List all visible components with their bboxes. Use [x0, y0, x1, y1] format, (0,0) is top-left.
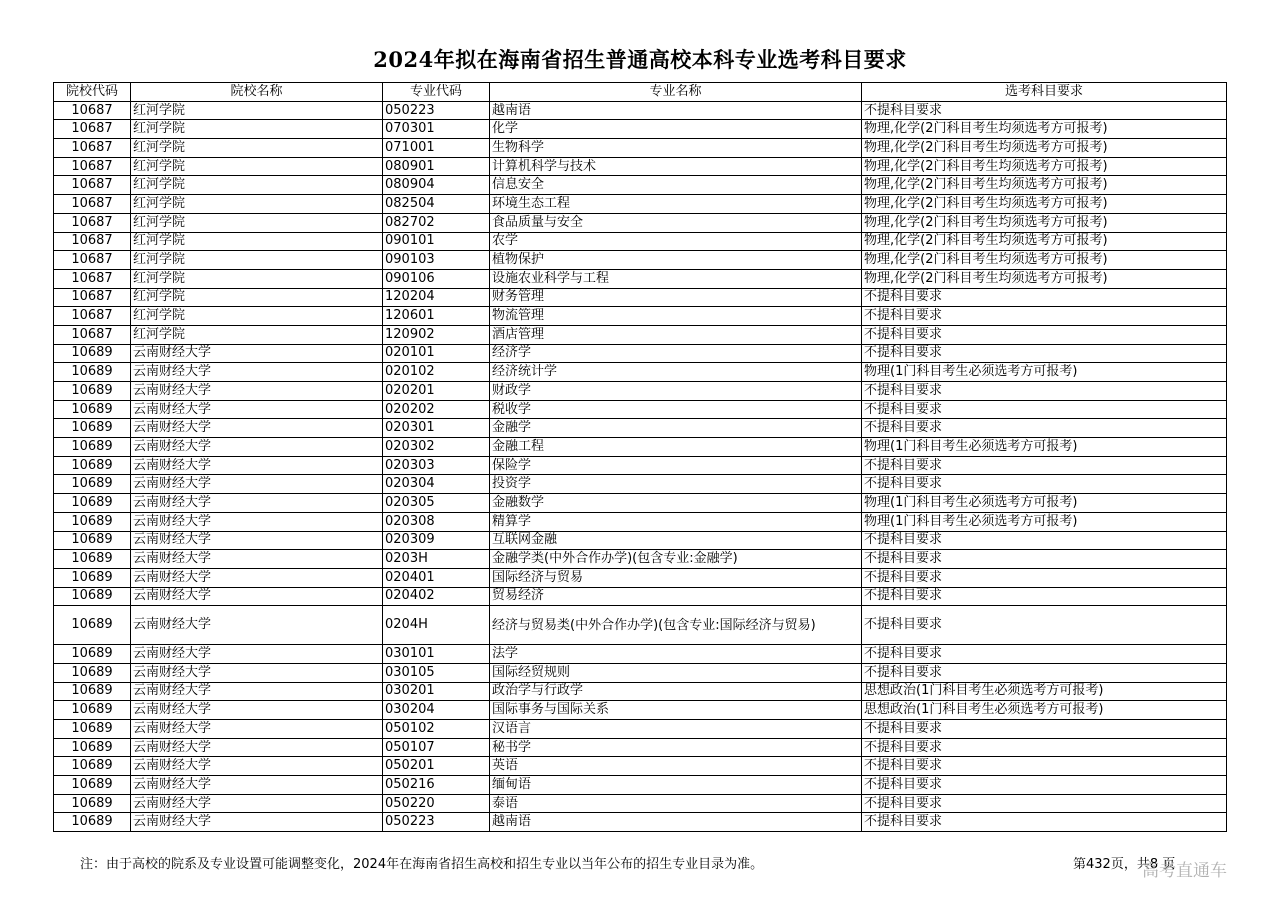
- cell-school-code: 10689: [54, 645, 131, 664]
- cell-school-code: 10689: [54, 587, 131, 606]
- cell-major-name: 信息安全: [490, 176, 862, 195]
- cell-school-code: 10687: [54, 195, 131, 214]
- cell-major-code: 082702: [383, 213, 490, 232]
- footer-note: 注：由于高校的院系及专业设置可能调整变化，2024年在海南省招生高校和招生专业以当年公布的招生专业目录为准。: [80, 857, 764, 872]
- cell-major-name: 经济学: [490, 344, 862, 363]
- cell-school-code: 10689: [54, 512, 131, 531]
- table-row: [54, 363, 1227, 382]
- cell-subject-requirement: 不提科目要求: [862, 288, 1227, 307]
- cell-school-code: 10687: [54, 213, 131, 232]
- table-row: [54, 195, 1227, 214]
- cell-school-code: 10689: [54, 419, 131, 438]
- cell-school-name: 云南财经大学: [131, 363, 383, 382]
- cell-subject-requirement: 思想政治(1门科目考生必须选考方可报考): [862, 682, 1227, 701]
- cell-school-code: 10687: [54, 307, 131, 326]
- cell-major-name: 越南语: [490, 813, 862, 832]
- cell-major-code: 050220: [383, 794, 490, 813]
- cell-major-name: 互联网金融: [490, 531, 862, 550]
- table-body: [54, 101, 1227, 831]
- cell-school-name: 云南财经大学: [131, 344, 383, 363]
- cell-major-name: 税收学: [490, 400, 862, 419]
- cell-school-code: 10689: [54, 776, 131, 795]
- cell-subject-requirement: 不提科目要求: [862, 344, 1227, 363]
- cell-major-name: 泰语: [490, 794, 862, 813]
- cell-major-code: 082504: [383, 195, 490, 214]
- cell-subject-requirement: 物理(1门科目考生必须选考方可报考): [862, 363, 1227, 382]
- cell-major-name: 精算学: [490, 512, 862, 531]
- cell-major-name: 财政学: [490, 382, 862, 401]
- cell-subject-requirement: 不提科目要求: [862, 307, 1227, 326]
- table-row: [54, 120, 1227, 139]
- cell-school-code: 10689: [54, 456, 131, 475]
- cell-major-name: 英语: [490, 757, 862, 776]
- cell-school-code: 10687: [54, 288, 131, 307]
- cell-subject-requirement: 物理,化学(2门科目考生均须选考方可报考): [862, 213, 1227, 232]
- cell-major-code: 120902: [383, 325, 490, 344]
- table-row: [54, 288, 1227, 307]
- cell-subject-requirement: 物理(1门科目考生必须选考方可报考): [862, 512, 1227, 531]
- cell-school-name: 红河学院: [131, 139, 383, 158]
- cell-school-name: 云南财经大学: [131, 512, 383, 531]
- table-row: [54, 645, 1227, 664]
- header-major-code: 专业代码: [383, 83, 490, 102]
- cell-subject-requirement: 物理(1门科目考生必须选考方可报考): [862, 494, 1227, 513]
- cell-school-code: 10689: [54, 382, 131, 401]
- cell-school-code: 10689: [54, 794, 131, 813]
- cell-subject-requirement: 物理(1门科目考生必须选考方可报考): [862, 438, 1227, 457]
- cell-major-name: 化学: [490, 120, 862, 139]
- cell-school-code: 10689: [54, 550, 131, 569]
- cell-major-code: 071001: [383, 139, 490, 158]
- cell-major-name: 国际经贸规则: [490, 663, 862, 682]
- cell-major-code: 050201: [383, 757, 490, 776]
- cell-major-name: 经济与贸易类(中外合作办学)(包含专业:国际经济与贸易): [490, 606, 862, 645]
- cell-subject-requirement: 不提科目要求: [862, 419, 1227, 438]
- cell-major-name: 物流管理: [490, 307, 862, 326]
- cell-school-name: 云南财经大学: [131, 663, 383, 682]
- cell-school-code: 10687: [54, 251, 131, 270]
- header-subject-requirement: 选考科目要求: [862, 83, 1227, 102]
- cell-school-code: 10687: [54, 120, 131, 139]
- cell-major-name: 越南语: [490, 101, 862, 120]
- cell-school-name: 云南财经大学: [131, 738, 383, 757]
- cell-subject-requirement: 物理,化学(2门科目考生均须选考方可报考): [862, 176, 1227, 195]
- cell-subject-requirement: 不提科目要求: [862, 400, 1227, 419]
- cell-major-name: 财务管理: [490, 288, 862, 307]
- cell-school-code: 10689: [54, 682, 131, 701]
- cell-school-code: 10689: [54, 363, 131, 382]
- cell-major-name: 酒店管理: [490, 325, 862, 344]
- subject-requirements-table: [53, 82, 1227, 832]
- cell-school-code: 10689: [54, 494, 131, 513]
- cell-major-code: 050107: [383, 738, 490, 757]
- cell-school-code: 10687: [54, 139, 131, 158]
- header-school-code: 院校代码: [54, 83, 131, 102]
- table-row: [54, 757, 1227, 776]
- cell-major-code: 050223: [383, 813, 490, 832]
- cell-school-name: 红河学院: [131, 232, 383, 251]
- table-row: [54, 176, 1227, 195]
- cell-school-name: 云南财经大学: [131, 494, 383, 513]
- cell-school-code: 10689: [54, 757, 131, 776]
- cell-major-name: 汉语言: [490, 720, 862, 739]
- cell-major-code: 080904: [383, 176, 490, 195]
- table-row: [54, 494, 1227, 513]
- cell-major-code: 030101: [383, 645, 490, 664]
- cell-subject-requirement: 不提科目要求: [862, 663, 1227, 682]
- cell-major-name: 国际经济与贸易: [490, 568, 862, 587]
- cell-school-code: 10687: [54, 232, 131, 251]
- table-row: [54, 213, 1227, 232]
- table-row: [54, 400, 1227, 419]
- cell-school-name: 云南财经大学: [131, 794, 383, 813]
- cell-major-name: 金融学类(中外合作办学)(包含专业:金融学): [490, 550, 862, 569]
- cell-major-name: 计算机科学与技术: [490, 157, 862, 176]
- page-number: 第432页，共8 页: [1073, 857, 1176, 872]
- table-row: [54, 139, 1227, 158]
- cell-school-code: 10689: [54, 701, 131, 720]
- cell-school-name: 红河学院: [131, 101, 383, 120]
- cell-major-name: 保险学: [490, 456, 862, 475]
- table-row: [54, 568, 1227, 587]
- cell-major-code: 020303: [383, 456, 490, 475]
- cell-school-name: 红河学院: [131, 325, 383, 344]
- cell-school-code: 10687: [54, 176, 131, 195]
- cell-school-name: 云南财经大学: [131, 757, 383, 776]
- cell-school-code: 10689: [54, 438, 131, 457]
- cell-major-code: 020401: [383, 568, 490, 587]
- table-row: [54, 550, 1227, 569]
- cell-school-name: 云南财经大学: [131, 419, 383, 438]
- table-row: [54, 512, 1227, 531]
- cell-school-name: 云南财经大学: [131, 606, 383, 645]
- cell-subject-requirement: 不提科目要求: [862, 738, 1227, 757]
- cell-major-code: 030201: [383, 682, 490, 701]
- table-row: [54, 419, 1227, 438]
- cell-major-code: 090106: [383, 269, 490, 288]
- cell-subject-requirement: 不提科目要求: [862, 587, 1227, 606]
- cell-subject-requirement: 不提科目要求: [862, 456, 1227, 475]
- table-row: [54, 157, 1227, 176]
- table-row: [54, 587, 1227, 606]
- cell-school-code: 10689: [54, 531, 131, 550]
- cell-school-name: 红河学院: [131, 288, 383, 307]
- cell-school-name: 云南财经大学: [131, 720, 383, 739]
- cell-school-name: 红河学院: [131, 307, 383, 326]
- table-row: [54, 456, 1227, 475]
- table-row: [54, 606, 1227, 645]
- cell-school-code: 10689: [54, 568, 131, 587]
- table-row: [54, 738, 1227, 757]
- cell-major-code: 020304: [383, 475, 490, 494]
- cell-major-code: 020302: [383, 438, 490, 457]
- cell-major-code: 050223: [383, 101, 490, 120]
- cell-school-code: 10689: [54, 720, 131, 739]
- cell-subject-requirement: 不提科目要求: [862, 813, 1227, 832]
- cell-major-code: 120601: [383, 307, 490, 326]
- cell-subject-requirement: 不提科目要求: [862, 720, 1227, 739]
- cell-school-name: 红河学院: [131, 157, 383, 176]
- cell-major-code: 0203H: [383, 550, 490, 569]
- cell-major-name: 金融学: [490, 419, 862, 438]
- cell-school-name: 红河学院: [131, 251, 383, 270]
- table-row: [54, 663, 1227, 682]
- table-row: [54, 813, 1227, 832]
- cell-major-code: 090101: [383, 232, 490, 251]
- cell-school-name: 云南财经大学: [131, 568, 383, 587]
- table-row: [54, 776, 1227, 795]
- cell-major-code: 030204: [383, 701, 490, 720]
- cell-school-name: 云南财经大学: [131, 682, 383, 701]
- cell-major-code: 030105: [383, 663, 490, 682]
- cell-subject-requirement: 不提科目要求: [862, 382, 1227, 401]
- cell-major-name: 生物科学: [490, 139, 862, 158]
- cell-subject-requirement: 物理,化学(2门科目考生均须选考方可报考): [862, 269, 1227, 288]
- cell-school-name: 云南财经大学: [131, 701, 383, 720]
- cell-major-name: 贸易经济: [490, 587, 862, 606]
- cell-school-name: 云南财经大学: [131, 813, 383, 832]
- page-title: 2024年拟在海南省招生普通高校本科专业选考科目要求: [373, 47, 907, 72]
- cell-school-name: 红河学院: [131, 269, 383, 288]
- cell-school-name: 云南财经大学: [131, 438, 383, 457]
- cell-major-code: 020309: [383, 531, 490, 550]
- table-row: [54, 682, 1227, 701]
- cell-major-name: 金融工程: [490, 438, 862, 457]
- cell-school-name: 云南财经大学: [131, 400, 383, 419]
- cell-major-name: 经济统计学: [490, 363, 862, 382]
- cell-school-name: 云南财经大学: [131, 456, 383, 475]
- cell-major-name: 政治学与行政学: [490, 682, 862, 701]
- cell-school-code: 10689: [54, 813, 131, 832]
- cell-school-name: 红河学院: [131, 213, 383, 232]
- table-row: [54, 720, 1227, 739]
- cell-major-code: 0204H: [383, 606, 490, 645]
- cell-school-code: 10687: [54, 325, 131, 344]
- cell-subject-requirement: 不提科目要求: [862, 550, 1227, 569]
- table-row: [54, 438, 1227, 457]
- cell-subject-requirement: 不提科目要求: [862, 531, 1227, 550]
- table-header-row: [54, 83, 1227, 102]
- cell-school-name: 云南财经大学: [131, 531, 383, 550]
- header-school-name: 院校名称: [131, 83, 383, 102]
- cell-subject-requirement: 不提科目要求: [862, 325, 1227, 344]
- cell-major-code: 020402: [383, 587, 490, 606]
- cell-subject-requirement: 物理,化学(2门科目考生均须选考方可报考): [862, 251, 1227, 270]
- cell-major-name: 秘书学: [490, 738, 862, 757]
- cell-major-code: 020201: [383, 382, 490, 401]
- cell-subject-requirement: 不提科目要求: [862, 757, 1227, 776]
- table-row: [54, 344, 1227, 363]
- cell-school-name: 云南财经大学: [131, 645, 383, 664]
- table-row: [54, 232, 1227, 251]
- table-row: [54, 101, 1227, 120]
- cell-major-code: 120204: [383, 288, 490, 307]
- header-major-name: 专业名称: [490, 83, 862, 102]
- cell-major-name: 法学: [490, 645, 862, 664]
- cell-school-code: 10689: [54, 606, 131, 645]
- table-row: [54, 382, 1227, 401]
- cell-school-name: 云南财经大学: [131, 587, 383, 606]
- cell-major-name: 食品质量与安全: [490, 213, 862, 232]
- cell-major-code: 050216: [383, 776, 490, 795]
- cell-school-code: 10689: [54, 663, 131, 682]
- cell-school-name: 红河学院: [131, 176, 383, 195]
- cell-major-code: 020301: [383, 419, 490, 438]
- table-row: [54, 794, 1227, 813]
- cell-school-code: 10689: [54, 738, 131, 757]
- table-row: [54, 531, 1227, 550]
- table-row: [54, 251, 1227, 270]
- cell-subject-requirement: 物理,化学(2门科目考生均须选考方可报考): [862, 120, 1227, 139]
- cell-school-name: 云南财经大学: [131, 776, 383, 795]
- watermark: 高考直通车: [1142, 861, 1227, 881]
- cell-major-name: 设施农业科学与工程: [490, 269, 862, 288]
- cell-subject-requirement: 不提科目要求: [862, 101, 1227, 120]
- cell-major-code: 020101: [383, 344, 490, 363]
- cell-school-name: 红河学院: [131, 120, 383, 139]
- cell-school-name: 云南财经大学: [131, 550, 383, 569]
- cell-school-code: 10689: [54, 344, 131, 363]
- cell-school-name: 云南财经大学: [131, 475, 383, 494]
- cell-school-code: 10689: [54, 475, 131, 494]
- cell-major-code: 020102: [383, 363, 490, 382]
- cell-subject-requirement: 思想政治(1门科目考生必须选考方可报考): [862, 701, 1227, 720]
- cell-subject-requirement: 不提科目要求: [862, 776, 1227, 795]
- cell-school-code: 10689: [54, 400, 131, 419]
- cell-major-code: 070301: [383, 120, 490, 139]
- cell-major-name: 环境生态工程: [490, 195, 862, 214]
- cell-subject-requirement: 不提科目要求: [862, 475, 1227, 494]
- cell-subject-requirement: 不提科目要求: [862, 645, 1227, 664]
- cell-major-code: 090103: [383, 251, 490, 270]
- cell-subject-requirement: 物理,化学(2门科目考生均须选考方可报考): [862, 157, 1227, 176]
- cell-subject-requirement: 物理,化学(2门科目考生均须选考方可报考): [862, 232, 1227, 251]
- cell-major-name: 植物保护: [490, 251, 862, 270]
- cell-school-name: 红河学院: [131, 195, 383, 214]
- cell-school-name: 云南财经大学: [131, 382, 383, 401]
- cell-major-code: 050102: [383, 720, 490, 739]
- table-row: [54, 325, 1227, 344]
- table-row: [54, 701, 1227, 720]
- cell-major-code: 080901: [383, 157, 490, 176]
- cell-major-code: 020305: [383, 494, 490, 513]
- cell-major-name: 投资学: [490, 475, 862, 494]
- cell-major-name: 农学: [490, 232, 862, 251]
- table-row: [54, 269, 1227, 288]
- cell-major-name: 国际事务与国际关系: [490, 701, 862, 720]
- cell-major-name: 金融数学: [490, 494, 862, 513]
- cell-subject-requirement: 不提科目要求: [862, 794, 1227, 813]
- cell-subject-requirement: 物理,化学(2门科目考生均须选考方可报考): [862, 195, 1227, 214]
- table-row: [54, 475, 1227, 494]
- cell-major-code: 020202: [383, 400, 490, 419]
- table-row: [54, 307, 1227, 326]
- cell-major-code: 020308: [383, 512, 490, 531]
- cell-subject-requirement: 不提科目要求: [862, 568, 1227, 587]
- cell-subject-requirement: 物理,化学(2门科目考生均须选考方可报考): [862, 139, 1227, 158]
- cell-subject-requirement: 不提科目要求: [862, 606, 1227, 645]
- cell-school-code: 10687: [54, 157, 131, 176]
- cell-school-code: 10687: [54, 101, 131, 120]
- cell-school-code: 10687: [54, 269, 131, 288]
- cell-major-name: 缅甸语: [490, 776, 862, 795]
